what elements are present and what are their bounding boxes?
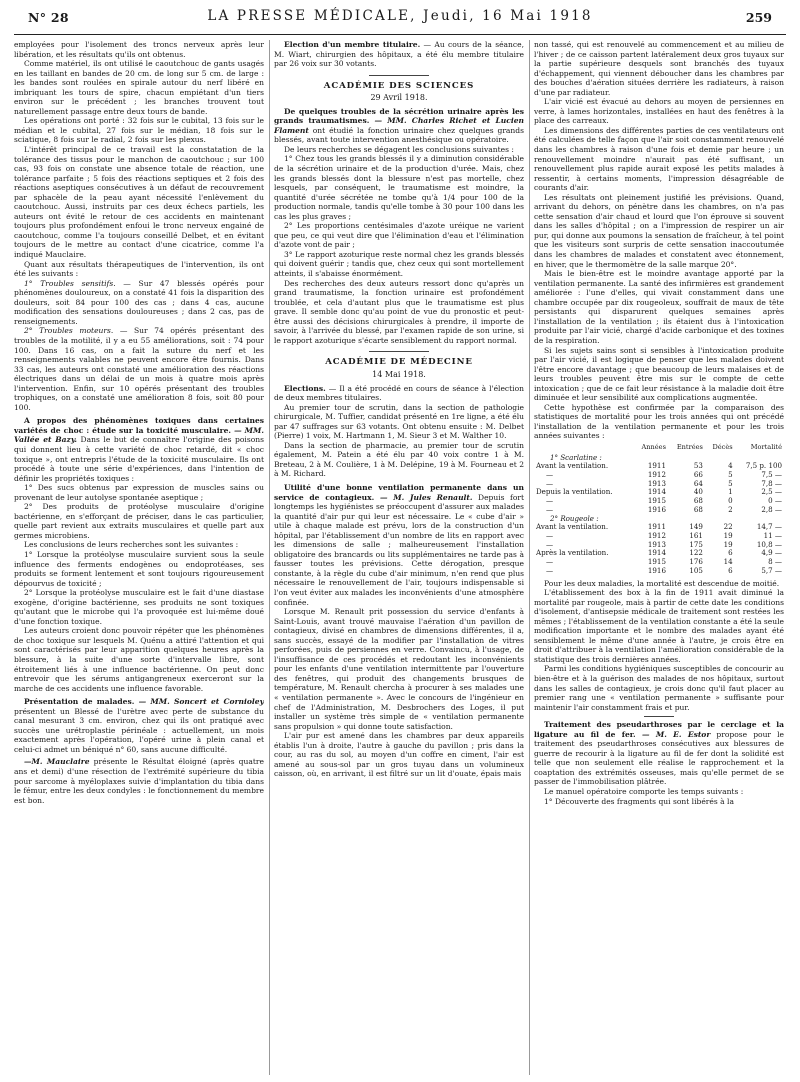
article-text: présente le Résultat éloigné (après quatre ans et demi) d'une résection de l'extrémité supérieure du tibia pour sarcome à myéloplaxes suivie d'implantation du tibia dans le fémur, entre les deux condyles : le fonctionnement du membre est bon. — [14, 757, 264, 805]
table-cell: 1911 — [647, 522, 666, 532]
article-text: Depuis fort longtemps les hygiénistes se préoccupent d'assurer aux malades la quantité d'air pur qui leur est nécessaire. Le « cube d'air » utile à chaque malade est prévu, lors de la construction d'un hôpital, par l'établissement d'un nombre de lits en rapport avec les dimensions de salle ; malheureusement l'installation obligatoire des brancards ou lits supplémentaires ne tarde pas à fausser toutes les prévisions. Cette dérogation, presque constante, à la règle du cube d'air minimum, n'en rend que plus nécessaire le renouvellement de l'air, toujours indispensable si l'on veut éviter aux malades les inconvénients d'une atmosphère confinée. — [274, 492, 524, 607]
table-cell: — — [546, 478, 554, 488]
paragraph: L'établissement des box à la fin de 1911 avait diminué la mortalité par rougeole, mais à partir de cette date les conditions d'isolement, d'antisepsie médicale de traitement sont restées les mêmes ; l'établissement de la ventilation constante a été la seule modification importante et le nombre des malades ayant été sensiblement le même d'une année à l'autre, je crois être en droit d'attribuer à la ventilation l'amélioration considérable de la statistique des trois dernières années. — [534, 588, 784, 664]
section-divider — [369, 351, 429, 352]
article-text: — Il a été procédé en cours de séance à l'élection de deux membres titulaires. — [274, 383, 524, 403]
table-cell: — — [546, 557, 554, 567]
article-title: Traitement des pseudarthroses par le cerclage et la ligature au fil de fer. — [534, 720, 784, 739]
column-3 — [534, 40, 784, 1075]
table-cell: 1913 — [647, 478, 666, 488]
article-heading — [274, 40, 524, 69]
table-cell: Avant la ventilation. — [536, 522, 609, 532]
paragraph — [14, 326, 264, 412]
table-cell: 161 — [689, 531, 703, 540]
columns — [14, 40, 786, 1075]
table-cell: 19 — [723, 539, 733, 549]
paragraph: Mais le bien-être est le moindre avantage apporté par la ventilation permanente. La santé des infirmières est grandement améliorée : l'une d'elles, qui vivait constamment dans une chambre occupée par dix rougeoleux, souffrait de maux de tête persistants qui disparurent quelques semaines après l'installation de la ventilation ; ils étaient dus à l'intoxication produite par l'air vicié, chargé d'acide carbonique et des toxines de la respiration. — [534, 269, 784, 345]
column-1 — [14, 40, 264, 1075]
article-text: présentent un Blessé de l'urètre avec perte de substance du canal mesurant 3 cm. environ, chez qui ils ont pratiqué avec succès une urétroplastie périnéale : actuellement, un mois exactement après l'opération, l'opéré urine à plein canal et celui-ci admet un béniqué n° 60, sans aucune difficulté. — [14, 706, 264, 754]
table-cell: — — [546, 496, 554, 506]
item-label: 1° Troubles sensitifs. — [24, 278, 116, 288]
table-cell: 1916 — [647, 504, 666, 514]
paragraph: L'intérêt principal de ce travail est la constatation de la tolérance des tissus pour le manchon de caoutchouc ; sur 100 cas, 93 fois on constate une absence totale de réaction, une tolérance parfaite ; 5 fois des réactions septiques et 2 fois des réactions aseptiques consécutives à un défaut de recouvrement par sphacèle de la peau ayant nécessité l'enlèvement du caoutchouc. Aussi, instruits par ces deux échecs partiels, les auteurs ont évité le retour de ces accidents en maintenant toujours plus profondément enfoui le tronc nerveux engainé de caoutchouc, comme l'a toujours conseillé Delbet, et en évitant toujours de le mettre au contact d'une cicatrice, comme l'a indiqué Mauclaire. — [14, 145, 264, 260]
paragraph: L'air vicié est évacué au dehors au moyen de persiennes en verre, à lames horizontales, installées en haut des fenêtres à la place des carreaux. — [534, 97, 784, 126]
section-divider — [644, 716, 674, 717]
paragraph: 1° Des sucs obtenus par expression de muscles sains ou provenant de leur autolyse spontanée aseptique ; — [14, 483, 264, 502]
table-cell: 68 — [693, 496, 703, 506]
table-cell: 11 — — [763, 531, 782, 540]
article-heading — [274, 107, 524, 145]
table-cell: 8 — — [768, 557, 782, 567]
table-cell: 1912 — [647, 531, 666, 540]
article-title: Elections. — [284, 383, 326, 393]
table-cell: — — [546, 565, 554, 575]
article-authors: — MM. Charles Richet et Lucien Flament — [274, 116, 524, 135]
paragraph: 1° Chez tous les grands blessés il y a diminution considérable de la sécrétion urinaire et de la production d'urée. Mais, chez les grands blessés dont la blessure n'est pas mortelle, chez lesquels, par conséquent, le traumatisme est moindre, la quantité d'urée sécrétée ne tombe qu'à 1/4 pour 100 de la production normale, tandis qu'elle tombe à 30 pour 100 dans les cas les plus graves ; — [274, 154, 524, 221]
table-cell: 1915 — [647, 496, 666, 506]
article-authors: — M. E. Estor — [635, 729, 711, 739]
article-authors: — MM. Vallée et Bazy. — [14, 425, 264, 445]
paragraph: Parmi les conditions hygiéniques susceptibles de concourir au bien-être et à la guérison des malades de nos hôpitaux, surtout dans les salles de contagieux, je crois donc qu'il faut placer au premier rang une « ventilation permanente » suffisante pour maintenir l'air constamment frais et pur. — [534, 664, 784, 712]
article-text: Dans le but de connaître l'origine des poisons qui donnent lieu à cette variété de choc retardé, dit « choc toxique », ont entrepris l'étude de la toxicité musculaire. Ils ont procédé à toute une série d'expériences, dans l'intention de définir les propriétés toxiques : — [14, 435, 264, 483]
table-cell: 6 — [728, 548, 733, 558]
paragraph: 2° Les proportions centésimales d'azote uréique ne varient que peu, ce qui veut dire que l'élimination d'eau et l'élimination d'azote vont de pair ; — [274, 221, 524, 250]
paragraph: Cette hypothèse est confirmée par la comparaison des statistiques de mortalité pour les trois années qui ont précédé l'installation de la ventilation permanente et pour les trois années suivantes : — [534, 402, 784, 441]
paragraph: Dans la section de pharmacie, au premier tour de scrutin également, M. Patein a été élu par 40 voix contre 1 à M. Breteau, 2 à M. Coulière, 1 à M. Delépine, 19 à M. Fourneau et 2 à M. Richard. — [274, 440, 524, 479]
paragraph: Les dimensions des différentes parties de ces ventilateurs ont été calculées de telle façon que l'air soit constamment renouvelé dans les chambres à raison d'une fois et demie par heure ; un renouvellement moindre n'aurait pas été suffisant, un renouvellement plus rapide aurait exposé les petits malades à ressentir, à certains moments, l'impression désagréable de courants d'air. — [534, 125, 784, 193]
column-rule — [529, 40, 530, 1075]
paragraph: Quant aux résultats thérapeutiques de l'intervention, ils ont été les suivants : — [14, 259, 264, 279]
table-cell: 175 — [689, 539, 703, 549]
paragraph: employées pour l'isolement des troncs nerveux après leur libération, et les résultats qu'ils ont obtenus. — [14, 40, 264, 59]
table-cell: 14 — [723, 557, 733, 567]
article-title: Présentation de malades. — [24, 697, 135, 707]
section-date: 14 Mai 1918. — [372, 369, 426, 379]
table-cell: 2,8 — — [761, 504, 782, 514]
table-cell: 66 — [693, 470, 703, 480]
article-heading — [14, 697, 264, 754]
table-cell: 7,5 p. 100 — [745, 461, 782, 471]
table-cell: 14,7 — — [756, 522, 782, 532]
group-label: 1° Scarlatine : — [550, 452, 602, 462]
table-cell: Après la ventilation. — [536, 548, 609, 558]
column-header: Années — [641, 442, 666, 451]
article-heading — [274, 483, 524, 607]
paragraph: L'air pur est amené dans les chambres par deux appareils établis l'un à droite, l'autre à gauche du pavillon ; pris dans la cour, au ras du sol, au moyen d'un coffre en ciment, l'air est amené au sous-sol par un gros tuyau dans un volumineux caisson, où, en arrivant, il est filtré sur un lit d'ouate, épais mais — [274, 731, 524, 779]
paragraph: Des recherches des deux auteurs ressort donc qu'après un grand traumatisme, la fonction urinaire est profondément troublée, et cela d'autant plus que le traumatisme est plus grave. Il semble donc qu'au point de vue du pronostic et peut-être aussi des décisions chirurgicales à prendre, il importe de savoir, à l'arrivée du blessé, par l'examen rapide de son urine, si le rapport azoturique s'écarte sensiblement du rapport normal. — [274, 278, 524, 345]
table-cell: 1914 — [647, 548, 666, 558]
table-cell: 5 — [728, 470, 733, 480]
table-cell: 4 — [728, 461, 733, 471]
table-cell: 2 — [728, 504, 733, 514]
article-text: — Au cours de la séance, M. Wiart, chirurgien des hôpitaux, a été élu membre titulaire par 26 voix sur 30 votants. — [274, 40, 524, 69]
paragraph: 3° Le rapport azoturique reste normal chez les grands blessés qui doivent guérir ; tandis que, chez ceux qui sont mortellement atteints, il s'abaisse énormément. — [274, 249, 524, 279]
table-cell: 1 — [728, 487, 733, 497]
paragraph: non tassé, qui est renouvelé au commencement et au milieu de l'hiver ; de ce caisson partent latéralement deux gros tuyaux sur la partie supérieure desquels sont branchés des tuyaux d'échappement, qui viennent déboucher dans les chambres par des bouches d'aération situées derrière les radiateurs, à raison d'une par radiateur. — [534, 40, 784, 97]
table-cell: 53 — [693, 461, 703, 471]
article-authors: — MM. Soncert et Cornioley — [134, 697, 264, 707]
paragraph: 1° Découverte des fragments qui sont libérés à la — [544, 796, 734, 806]
issue-number: N° 28 — [28, 10, 69, 25]
table-cell: — — [546, 504, 554, 514]
paragraph: 1° Lorsque la protéolyse musculaire survient sous la seule influence des ferments endogènes ou endoprotéases, ses produits se forment lentement et sont toujours rigoureusement dépourvus de toxicité ; — [14, 549, 264, 588]
section-title: ACADÉMIE DES SCIENCES — [323, 80, 475, 91]
table-cell: 7,8 — — [761, 478, 782, 488]
article-title: Election d'un membre titulaire. — [284, 40, 421, 49]
page-header — [14, 0, 786, 35]
table-cell: 10,8 — — [756, 539, 782, 549]
paragraph: Les opérations ont porté : 32 fois sur le cubital, 13 fois sur le médian et le cubital, 27 fois sur le médian, 18 fois sur le sciatique, 8 fois sur le radial, 2 fois sur les plexus. — [14, 116, 264, 145]
table-cell: Avant la ventilation. — [536, 461, 609, 471]
paragraph — [14, 279, 264, 327]
paragraph: Les conclusions de leurs recherches sont les suivantes : — [24, 540, 239, 550]
table-cell: 1911 — [647, 461, 666, 471]
table-cell: — — [546, 470, 554, 480]
column-rule — [269, 40, 270, 1075]
table-cell: 105 — [689, 565, 703, 575]
mortality-table — [534, 443, 784, 576]
article-title: De quelques troubles de la sécrétion urinaire après les grands traumatismes. — [274, 106, 524, 126]
article-heading — [274, 384, 524, 403]
item-label: 2° Troubles moteurs. — [24, 326, 114, 336]
table-cell: 1916 — [647, 565, 666, 575]
paragraph: Si les sujets sains sont si sensibles à l'intoxication produite par l'air vicié, il est logique de penser que les malades doivent l'être encore davantage ; que beaucoup de leurs malaises et de leurs troubles peuvent être mis sur le compte de cette intoxication ; que de ce fait leur résistance à la maladie doit être diminuée et leur sensibilité aux complications augmentée. — [534, 345, 784, 403]
article-heading — [14, 757, 264, 805]
table-row — [534, 567, 784, 576]
article-text: propose pour le traitement des pseudarthroses consécutives aux blessures de guerre de recourir à la ligature au fil de fer dont la solidité est telle que non seulement elle réalise le rapprochement et la coaptation des extrémités osseuses, mais qu'elle permet de se passer de l'immobilisation plâtrée. — [534, 729, 784, 787]
article-heading — [14, 416, 264, 483]
table-cell: Depuis la ventilation. — [536, 487, 613, 497]
article-title: A propos des phénomènes toxiques dans certaines variétés de choc : étude sur la toxicité musculaire. — [14, 416, 264, 435]
paragraph: 2° Des produits de protéolyse musculaire d'origine bactérienne, en s'efforçant de préciser, dans le cas particulier, quelle part revient aux extraits musculaires et quelle part aux germes microbiens. — [14, 502, 264, 540]
group-label: 2° Rougeole : — [550, 513, 599, 523]
table-cell: 1912 — [647, 470, 666, 480]
table-cell: — — [546, 539, 554, 549]
table-cell: 68 — [693, 504, 703, 514]
column-header: Entrées — [676, 442, 703, 451]
paragraph: 2° Lorsque la protéolyse musculaire est le fait d'une diastase exogène, d'origine bactérienne, ses produits ne sont toxiques qu'autant que le microbe qui l'a provoquée est lui-même doué d'une fonction toxique. — [14, 588, 264, 626]
paragraph: De leurs recherches se dégagent les conclusions suivantes : — [284, 144, 514, 154]
section-date: 29 Avril 1918. — [370, 93, 428, 103]
table-cell: 1915 — [647, 557, 666, 567]
table-cell: 1914 — [647, 487, 666, 497]
paragraph: Le manuel opératoire comporte les temps suivants : — [544, 787, 744, 796]
table-cell: 7,5 — — [761, 470, 782, 480]
table-cell: 149 — [689, 522, 703, 532]
column-2 — [274, 40, 524, 1075]
table-cell: — — [546, 531, 554, 540]
journal-title: LA PRESSE MÉDICALE, Jeudi, 16 Mai 1918 — [207, 8, 593, 24]
table-cell: 1913 — [647, 539, 666, 549]
table-cell: 176 — [689, 557, 703, 567]
article-authors: —M. Mauclaire — [24, 757, 90, 767]
table-cell: 6 — [728, 565, 733, 575]
column-header: Mortalité — [750, 442, 782, 451]
article-authors: — M. Jules Renault. — [374, 492, 473, 502]
table-cell: 0 — [728, 496, 733, 506]
paragraph: Pour les deux maladies, la mortalité est descendue de moitié. — [544, 578, 780, 588]
table-cell: 40 — [693, 487, 703, 497]
table-cell: 5 — [728, 478, 733, 488]
table-cell: 64 — [693, 478, 703, 488]
section-title: ACADÉMIE DE MÉDECINE — [325, 357, 473, 368]
table-cell: 122 — [689, 548, 703, 558]
paragraph: Les auteurs croient donc pouvoir répéter que les phénomènes de choc toxique sur lesquels M. Quénu a attiré l'attention et qui sont caractérisés par leur apparition quelques heures après la blessure, à la suite d'une sorte d'intervalle libre, sont étroitement liés à une influence bactérienne. On peut donc entrevoir que les sérums antigangreneux exerceront sur la marche de ces accidents une influence favorable. — [14, 626, 264, 693]
paragraph: Les résultats ont pleinement justifié les prévisions. Quand, arrivant du dehors, on pénètre dans les chambres, on n'a pas cette sensation d'air chaud et lourd que l'on éprouve si souvent dans les salles d'hôpital ; on a l'impression de respirer un air pur, qui donne aux poumons la sensation de fraîcheur, à tel point que les visiteurs sont surpris de cette sensation inaccoutumée dans les chambres de malades et constatent avec étonnement, en hiver, que le thermomètre de la salle marque 20°. — [534, 192, 784, 269]
paragraph: Au premier tour de scrutin, dans la section de pathologie chirurgicale, M. Tuffier, candidat présenté en 1re ligne, a été élu par 47 suffrages sur 63 votants. Ont obtenu ensuite : M. Delbet (Pierre) 1 voix, M. Hartmann 1, M. Sieur 3 et M. Walther 10. — [274, 402, 524, 441]
column-header: Décès — [712, 442, 733, 451]
item-text: — Sur 74 opérés présentant des troubles de la motilité, il y a eu 55 améliorations, soit : 74 pour 100. Dans 16 cas, on a fait la suture du nerf et les renseignements valables ne peuvent encore être fournis. Dans 33 cas, les auteurs ont constaté une amélioration des réactions électriques dans un délai de un mois à quatre mois après l'intervention. Enfin, sur 10 opérés présentant des troubles trophiques, on a constaté une amélioration 8 fois, soit 80 pour 100. — [14, 326, 264, 412]
table-cell: 5,7 — — [761, 565, 782, 575]
table-cell: 2,5 — — [761, 487, 782, 497]
page-number: 259 — [745, 10, 772, 25]
item-text: — Sur 47 blessés opérés pour phénomènes douloureux, on a constaté 41 fois la disparition des douleurs, soit 84 pour 100 des cas ; dans 4 cas, aucune modification des sensations douloureuses ; dans 2 cas, pas de renseignements. — [14, 278, 264, 326]
article-title: Utilité d'une bonne ventilation permanente dans un service de contagieux. — [274, 482, 524, 502]
table-cell: 19 — [723, 531, 733, 540]
table-cell: 0 — — [768, 496, 782, 506]
table-cell: 22 — [723, 522, 733, 532]
article-heading — [534, 720, 784, 787]
article-text: ont étudié la fonction urinaire chez quelques grands blessés, avant toute intervention anesthésique ou opératoire. — [274, 125, 524, 145]
paragraph: Comme matériel, ils ont utilisé le caoutchouc de gants usagés en les taillant en bandes de 20 cm. de long sur 5 cm. de large : les bandes sont roulées en spirale autour du nerf libéré en imbriquant les tours de spire, chacun empiétant d'un tiers environ sur le précédent ; les branches trouvent tout naturellement passage entre deux tours de bande. — [14, 59, 264, 116]
paragraph: Lorsque M. Renault prit possession du service d'enfants à Saint-Louis, avant trouvé mauvaise l'aération d'un pavillon de contagieux, divisé en chambres de dimensions différentes, il a, sans succès, essayé de la modifier par l'installation de vitres perforées, puis de persiennes en verre. Convaincu, à l'usage, de l'insuffisance de ces procédés et redoutant les inconvénients pour les enfants d'une ventilation intermittente par l'ouverture des fenêtres, qui produit des changements brusques de température, M. Renault chercha à procurer à ses malades une « ventilation permanente ». Avec le concours de l'ingénieur en chef de l'Administration, M. Desbrochers des Loges, il put installer un système très simple de « ventilation permanente sans propulsion » qui donne toute satisfaction. — [274, 607, 524, 731]
section-divider — [369, 75, 429, 76]
table-cell: 4,9 — — [761, 548, 782, 558]
